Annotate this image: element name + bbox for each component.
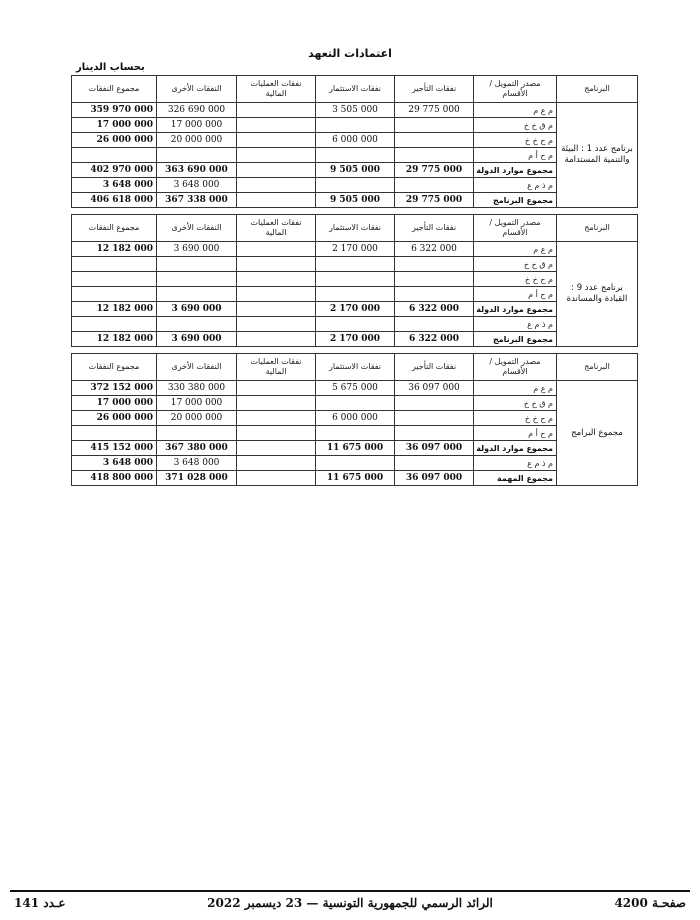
cell-source: م ق خ خ: [474, 396, 557, 411]
cell-ukhra: 330 380 000: [157, 381, 237, 396]
cell-total: 415 152 000: [72, 441, 157, 456]
cell-tajir: [395, 411, 474, 426]
table-row: [72, 163, 638, 178]
table-row: [72, 287, 638, 302]
cell-mali: [237, 193, 316, 208]
cell-mali: [237, 163, 316, 178]
cell-source: مجموع موارد الدولة: [474, 302, 557, 317]
cell-source: م ذ م ع: [474, 178, 557, 193]
program-name: مجموع البرامج: [557, 381, 638, 486]
cell-ukhra: 363 690 000: [157, 163, 237, 178]
cell-istithmar: 11 675 000: [316, 471, 395, 486]
unit-label: بحساب الدينار: [76, 62, 145, 73]
cell-mali: [237, 148, 316, 163]
cell-mali: [237, 103, 316, 118]
cell-source: م ع م: [474, 242, 557, 257]
page-title: اعتمادات التعهد: [308, 47, 392, 60]
cell-mali: [237, 133, 316, 148]
column-header: النفقات الأخرى: [157, 215, 237, 242]
cell-ukhra: 3 648 000: [157, 178, 237, 193]
cell-ukhra: 20 000 000: [157, 133, 237, 148]
table-row: [72, 193, 638, 208]
cell-istithmar: 9 505 000: [316, 193, 395, 208]
table-row: [72, 178, 638, 193]
cell-source: م ق خ خ: [474, 257, 557, 272]
cell-source: م ق خ خ: [474, 118, 557, 133]
table-row: [72, 118, 638, 133]
cell-istithmar: [316, 118, 395, 133]
cell-total: 372 152 000: [72, 381, 157, 396]
cell-tajir: [395, 148, 474, 163]
cell-total: [72, 426, 157, 441]
cell-source: م ح أ م: [474, 287, 557, 302]
table-row: [72, 148, 638, 163]
cell-tajir: [395, 287, 474, 302]
cell-istithmar: 11 675 000: [316, 441, 395, 456]
cell-ukhra: 17 000 000: [157, 396, 237, 411]
cell-tajir: [395, 257, 474, 272]
column-header: نفقات التأجير: [395, 215, 474, 242]
cell-source: م ح أ م: [474, 426, 557, 441]
column-header: نفقات العمليات المالية: [237, 76, 316, 103]
cell-source: مجموع موارد الدولة: [474, 163, 557, 178]
column-header: مصدر التمويل / الأقسام: [474, 215, 557, 242]
cell-ukhra: [157, 272, 237, 287]
cell-istithmar: 2 170 000: [316, 242, 395, 257]
cell-mali: [237, 118, 316, 133]
cell-ukhra: 20 000 000: [157, 411, 237, 426]
cell-mali: [237, 257, 316, 272]
cell-ukhra: [157, 317, 237, 332]
table-row: [72, 471, 638, 486]
table-row: [72, 456, 638, 471]
cell-mali: [237, 178, 316, 193]
cell-tajir: 36 097 000: [395, 471, 474, 486]
cell-ukhra: 367 338 000: [157, 193, 237, 208]
cell-total: [72, 317, 157, 332]
column-header: البرنامج: [557, 76, 638, 103]
cell-istithmar: 5 675 000: [316, 381, 395, 396]
cell-mali: [237, 426, 316, 441]
cell-istithmar: 6 000 000: [316, 133, 395, 148]
cell-mali: [237, 242, 316, 257]
cell-istithmar: 2 170 000: [316, 302, 395, 317]
cell-source: مجموع المهمة: [474, 471, 557, 486]
cell-mali: [237, 456, 316, 471]
column-header: النفقات الأخرى: [157, 354, 237, 381]
cell-mali: [237, 287, 316, 302]
cell-mali: [237, 302, 316, 317]
cell-ukhra: 371 028 000: [157, 471, 237, 486]
column-header: مجموع النفقات: [72, 215, 157, 242]
cell-tajir: [395, 426, 474, 441]
cell-tajir: 6 322 000: [395, 302, 474, 317]
table-header-row: [72, 76, 638, 103]
column-header: النفقات الأخرى: [157, 76, 237, 103]
cell-source: م ح خ خ: [474, 411, 557, 426]
cell-total: 26 000 000: [72, 133, 157, 148]
cell-tajir: [395, 396, 474, 411]
cell-tajir: [395, 178, 474, 193]
cell-source: مجموع موارد الدولة: [474, 441, 557, 456]
table-row: [72, 272, 638, 287]
table-row: [72, 396, 638, 411]
cell-tajir: 29 775 000: [395, 193, 474, 208]
cell-ukhra: 17 000 000: [157, 118, 237, 133]
cell-istithmar: [316, 317, 395, 332]
cell-source: م ع م: [474, 103, 557, 118]
cell-total: 12 182 000: [72, 332, 157, 347]
column-header: نفقات الاستثمار: [316, 354, 395, 381]
cell-tajir: 6 322 000: [395, 332, 474, 347]
cell-ukhra: 3 648 000: [157, 456, 237, 471]
cell-total: 359 970 000: [72, 103, 157, 118]
cell-total: [72, 148, 157, 163]
cell-ukhra: 367 380 000: [157, 441, 237, 456]
cell-total: 12 182 000: [72, 302, 157, 317]
cell-ukhra: [157, 426, 237, 441]
cell-tajir: 36 097 000: [395, 441, 474, 456]
cell-mali: [237, 317, 316, 332]
cell-ukhra: 3 690 000: [157, 332, 237, 347]
column-header: نفقات الاستثمار: [316, 76, 395, 103]
cell-source: م ع م: [474, 381, 557, 396]
cell-istithmar: [316, 272, 395, 287]
cell-tajir: [395, 133, 474, 148]
cell-total: [72, 257, 157, 272]
column-header: مجموع النفقات: [72, 76, 157, 103]
cell-tajir: [395, 118, 474, 133]
cell-istithmar: 3 505 000: [316, 103, 395, 118]
table-row: [72, 242, 638, 257]
column-header: نفقات التأجير: [395, 76, 474, 103]
cell-tajir: [395, 456, 474, 471]
cell-total: 402 970 000: [72, 163, 157, 178]
cell-total: 3 648 000: [72, 178, 157, 193]
cell-mali: [237, 332, 316, 347]
column-header: نفقات الاستثمار: [316, 215, 395, 242]
cell-istithmar: [316, 257, 395, 272]
column-header: نفقات التأجير: [395, 354, 474, 381]
cell-tajir: [395, 272, 474, 287]
footer-issue: عـدد 141: [14, 896, 66, 910]
cell-ukhra: [157, 257, 237, 272]
cell-tajir: 6 322 000: [395, 242, 474, 257]
cell-total: 12 182 000: [72, 242, 157, 257]
cell-istithmar: [316, 456, 395, 471]
cell-source: م ذ م ع: [474, 456, 557, 471]
cell-source: مجموع البرنامج: [474, 193, 557, 208]
footer-rule: [10, 890, 690, 892]
cell-total: 406 618 000: [72, 193, 157, 208]
cell-source: م ح أ م: [474, 148, 557, 163]
column-header: نفقات العمليات المالية: [237, 215, 316, 242]
cell-source: م ذ م ع: [474, 317, 557, 332]
column-header: مجموع النفقات: [72, 354, 157, 381]
cell-ukhra: [157, 148, 237, 163]
cell-tajir: [395, 317, 474, 332]
cell-tajir: 29 775 000: [395, 103, 474, 118]
cell-istithmar: [316, 148, 395, 163]
budget-table: [71, 214, 638, 347]
column-header: مصدر التمويل / الأقسام: [474, 76, 557, 103]
table-row: [72, 381, 638, 396]
cell-istithmar: [316, 396, 395, 411]
cell-istithmar: 6 000 000: [316, 411, 395, 426]
cell-source: م ح خ خ: [474, 133, 557, 148]
cell-ukhra: 3 690 000: [157, 242, 237, 257]
cell-mali: [237, 272, 316, 287]
table-row: [72, 332, 638, 347]
cell-total: 418 800 000: [72, 471, 157, 486]
cell-mali: [237, 441, 316, 456]
cell-istithmar: [316, 287, 395, 302]
column-header: البرنامج: [557, 215, 638, 242]
table-row: [72, 302, 638, 317]
table-row: [72, 133, 638, 148]
cell-source: مجموع البرنامج: [474, 332, 557, 347]
table-row: [72, 411, 638, 426]
cell-mali: [237, 381, 316, 396]
cell-mali: [237, 411, 316, 426]
cell-ukhra: 326 690 000: [157, 103, 237, 118]
program-name: برنامج عدد 9 : القيادة والمساندة: [557, 242, 638, 347]
cell-ukhra: [157, 287, 237, 302]
column-header: البرنامج: [557, 354, 638, 381]
cell-tajir: 29 775 000: [395, 163, 474, 178]
cell-ukhra: 3 690 000: [157, 302, 237, 317]
table-row: [72, 441, 638, 456]
cell-istithmar: 2 170 000: [316, 332, 395, 347]
cell-total: [72, 272, 157, 287]
cell-total: [72, 287, 157, 302]
cell-total: 17 000 000: [72, 118, 157, 133]
column-header: نفقات العمليات المالية: [237, 354, 316, 381]
column-header: مصدر التمويل / الأقسام: [474, 354, 557, 381]
table-header-row: [72, 215, 638, 242]
cell-mali: [237, 396, 316, 411]
table-row: [72, 257, 638, 272]
table-row: [72, 426, 638, 441]
table-header-row: [72, 354, 638, 381]
budget-table: [71, 353, 638, 486]
table-row: [72, 103, 638, 118]
footer-page: صفحـة 4200: [614, 896, 686, 910]
cell-istithmar: 9 505 000: [316, 163, 395, 178]
cell-istithmar: [316, 426, 395, 441]
footer-journal: الرائد الرسمي للجمهورية التونسية — 23 ديسمبر 2022: [207, 896, 493, 910]
budget-table: [71, 75, 638, 208]
cell-source: م ح خ خ: [474, 272, 557, 287]
table-row: [72, 317, 638, 332]
cell-total: 26 000 000: [72, 411, 157, 426]
program-name: برنامج عدد 1 : البيئة والتنمية المستدامة: [557, 103, 638, 208]
cell-mali: [237, 471, 316, 486]
cell-total: 17 000 000: [72, 396, 157, 411]
cell-total: 3 648 000: [72, 456, 157, 471]
cell-tajir: 36 097 000: [395, 381, 474, 396]
cell-istithmar: [316, 178, 395, 193]
